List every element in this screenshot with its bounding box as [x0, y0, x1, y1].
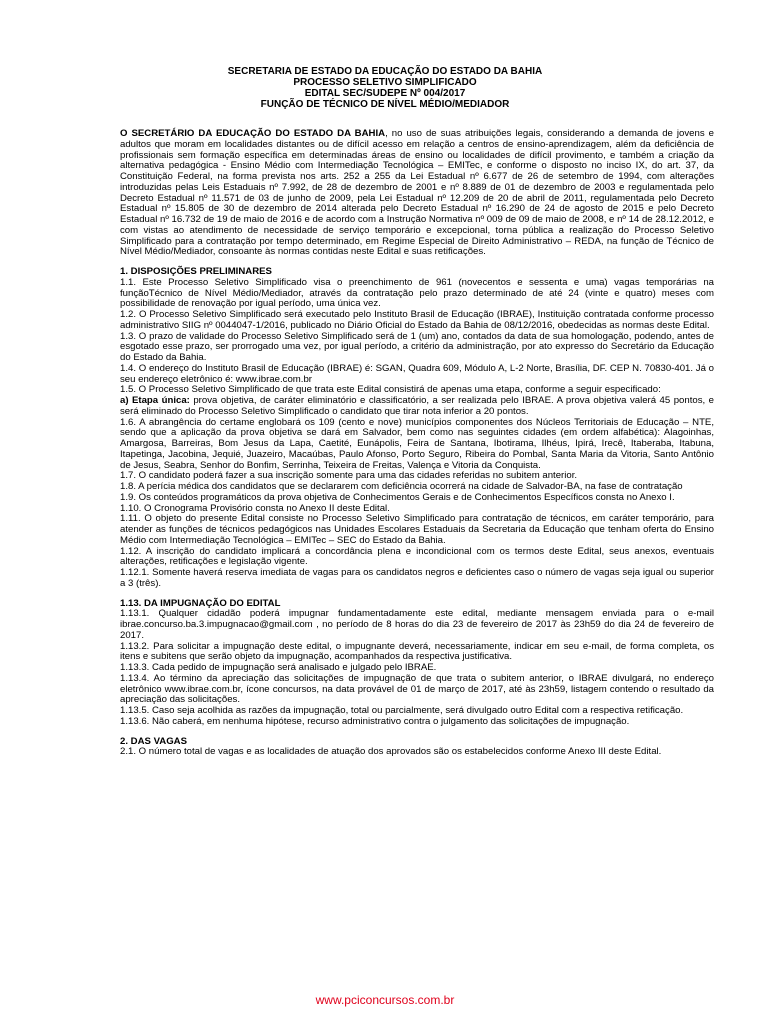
header-line-secretaria: SECRETARIA DE ESTADO DA EDUCAÇÃO DO ESTADO DA BAHIA: [227, 66, 543, 77]
item-1-2: 1.2. O Processo Seletivo Simplificado será executado pelo Instituto Brasil de Educação (IBRAE), Instituição contratada conforme processo administrativo SIIG nº 0044047-1/2016, publicado no Diário Oficial do Estado da Bahia de 08/12/2016, obedecidas as normas deste Edital.: [120, 309, 714, 331]
item-1-12: 1.12. A inscrição do candidato implicará a concordância plena e incondicional com os termos deste Edital, seus anexos, eventuais alterações, retificações e legislação vigente.: [120, 545, 714, 568]
item-1-5-a: [120, 396, 714, 418]
header-line-edital: EDITAL SEC/SUDEPE Nº 004/2017: [304, 88, 466, 99]
section-2-title: 2. DAS VAGAS: [120, 735, 187, 747]
item-1-13-2: 1.13.2. Para solicitar a impugnação deste edital, o impugnante deverá, necessariamente, indicar em seu e-mail, de forma completa, os itens e subitens que serão objeto da impugnação, acompanhados da respectiva justificativa.: [120, 640, 714, 663]
header-line-processo: PROCESSO SELETIVO SIMPLIFICADO: [293, 77, 477, 88]
item-1-6: 1.6. A abrangência do certame englobará os 109 (cento e nove) municípios componentes dos Núcleos Territoriais de Educação – NTE, sendo que a aplicação da prova objetiva se dará em Salvador, bem como nas seguintes cidades (em ordem alfabética): Alagoinhas, Amargosa, Barreiras, Bom Jesus da Lapa, Caetité, Eunápolis, Feira de Santana, Ibotirama, Ilhéus, Ipirá, Irecê, Itaberaba, Itabuna, Itapetinga, Jacobina, Jequié, Juazeiro, Macaúbas, Paulo Afonso, Porto Seguro, Ribeira do Pombal, Santa Maria da Vitoria, Santo Antônio de Jesus, Seabra, Senhor do Bonfim, Serrinha, Teixeira de Freitas, Valença e Vitoria da Conquista.: [120, 416, 714, 471]
item-1-13-1: 1.13.1. Qualquer cidadão poderá impugnar fundamentadamente este edital, mediante mensagem enviada para o e-mail ibrae.concurso.ba.3.impugnacao@gmail.com , no período de 8 horas do dia 23 de fevereiro de 2017 às 23h59 do dia 24 de fevereiro de 2017.: [120, 608, 714, 641]
item-1-13-4: 1.13.4. Ao término da apreciação das solicitações de impugnação de que trata o subitem anterior, o IBRAE divulgará, no endereço eletrônico www.ibrae.com.br, ícone concursos, na data provável de 01 de março de 2017, até às 23h59, listagem contendo o resultado da apreciação das solicitações.: [120, 672, 714, 706]
item-1-4: 1.4. O endereço do Instituto Brasil de Educação (IBRAE) é: SGAN, Quadra 609, Módulo A, L-2 Norte, Brasília, DF. CEP N. 70830-401. Já o seu endereço eletrônico é: www.ibrae.com.br: [120, 362, 714, 385]
intro-text: , no uso de suas atribuições legais, considerando a demanda de jovens e adultos que moram em localidades distantes ou de difícil acesso em relação a centros de ensino-aprendizagem, além da deficiência de profissionais sem formação específica em determinadas áreas de ensino ou localidades de difícil provimento, e também a criação da alternativa pedagógica - Ensino Médio com Intermediação Tecnológica – EMITec, e conforme o disposto no inciso IX, do art. 37, da Constituição Federal, na forma prevista nos arts. 252 a 255 da Lei Estadual nº 6.677 de 26 de setembro de 1994, com alterações introduzidas pelas Leis Estaduais nº 7.992, de 28 de dezembro de 2001 e nº 8.889 de 01 de dezembro de 2003 e regulamentada pelo Decreto Estadual nº 11.571 de 03 de junho de 2009, pela Lei Estadual nº 12.209 de 20 de abril de 2011, regulamentada pelo Decreto Estadual nº 15.805 de 30 de dezembro de 2014 alterada pelo Decreto Estadual nº 16.290 de 24 de agosto de 2015 e pelo Decreto Estadual nº 16.732 de 19 de maio de 2016 e de acordo com a Instrução Normativa nº 009 de 09 de maio de 2008, e nº 14 de 28.12.2012, e com vistas ao atendimento de necessidade de serviço temporário e excepcional, torna pública a realização do Processo Seletivo Simplificado para a contratação por tempo determinado, em Regime Especial de Direito Administrativo – REDA, na função de Técnico de Nível Médio/Mediador, consoante às normas contidas neste Edital e suas retificações.: [120, 128, 715, 258]
item-1-11: 1.11. O objeto do presente Edital consiste no Processo Seletivo Simplificado para contratação de técnicos, em caráter temporário, para atender as funções de técnicos pedagógicos nas Unidades Escolares Estaduais da Secretaria da Educação que tenham oferta do Ensino Médio com Intermediação Tecnológica – EMITec – SEC do Estado da Bahia.: [120, 513, 714, 546]
item-1-5-a-text: prova objetiva, de caráter eliminatório e classificatório, a ser realizada pelo IBRAE. A prova objetiva valerá 45 pontos, e será eliminado do Processo Seletivo Simplificado o candidato que tirar nota inferior a 20 pontos.: [120, 395, 714, 417]
item-1-7: 1.7. O candidato poderá fazer a sua inscrição somente para uma das cidades referidas no subitem anterior.: [120, 470, 578, 482]
intro-lead: O SECRETÁRIO DA EDUCAÇÃO DO ESTADO DA BAHIA: [120, 128, 386, 139]
header-line-funcao: FUNÇÃO DE TÉCNICO DE NÍVEL MÉDIO/MEDIADOR: [260, 99, 510, 110]
footer-source-url[interactable]: www.pciconcursos.com.br: [315, 993, 455, 1007]
document-body: [120, 129, 714, 758]
item-1-13-5: 1.13.5. Caso seja acolhida as razões da impugnação, total ou parcialmente, será divulgado outro Edital com a respectiva retificação.: [120, 705, 684, 716]
document-header: [0, 66, 770, 110]
item-1-5-a-lead: a) Etapa única:: [120, 395, 190, 406]
item-1-12-1: 1.12.1. Somente haverá reserva imediata de vagas para os candidatos negros e deficientes caso o número de vagas seja igual ou superior a 3 (três).: [120, 567, 714, 589]
item-1-3: 1.3. O prazo de validade do Processo Seletivo Simplificado será de 1 (um) ano, contados da data de sua homologação, podendo, antes de esgotado esse prazo, ser prorrogado uma vez, por igual período, a critério da administração, por ato expresso do Secretário da Educação do Estado da Bahia.: [120, 330, 714, 363]
section-1-13-title: 1.13. DA IMPUGNAÇÃO DO EDITAL: [120, 597, 281, 609]
item-1-5: 1.5. O Processo Seletivo Simplificado de que trata este Edital consistirá de apenas uma etapa, conforme a seguir especificado:: [120, 384, 661, 396]
section-1-title: 1. DISPOSIÇÕES PRELIMINARES: [120, 266, 272, 277]
item-1-1: 1.1. Este Processo Seletivo Simplificado visa o preenchimento de 961 (novecentos e sessenta e uma) vagas temporárias na funçãoTécnico de Nível Médio/Mediador, através da contratação pelo prazo determinado de até 24 (vinte e quatro) meses com possibilidade de renovação por igual período, uma única vez.: [120, 276, 714, 310]
item-1-9: 1.9. Os conteúdos programáticos da prova objetiva de Conhecimentos Gerais e de Conhecimentos Específicos consta no Anexo I.: [120, 491, 675, 503]
item-2-1: 2.1. O número total de vagas e as localidades de atuação dos aprovados são os estabelecidos conforme Anexo III deste Edital.: [120, 746, 662, 758]
item-1-8: 1.8. A perícia médica dos candidatos que se declararem com deficiência ocorrerá na cidade de Salvador-BA, na fase de contratação: [120, 481, 683, 492]
item-1-13-3: 1.13.3. Cada pedido de impugnação será analisado e julgado pelo IBRAE.: [120, 662, 437, 673]
intro-paragraph: [120, 129, 714, 258]
item-1-13-6: 1.13.6. Não caberá, em nenhuma hipótese, recurso administrativo contra o julgamento das solicitações de impugnação.: [120, 715, 630, 727]
item-1-10: 1.10. O Cronograma Provisório consta no Anexo II deste Edital.: [120, 502, 390, 514]
